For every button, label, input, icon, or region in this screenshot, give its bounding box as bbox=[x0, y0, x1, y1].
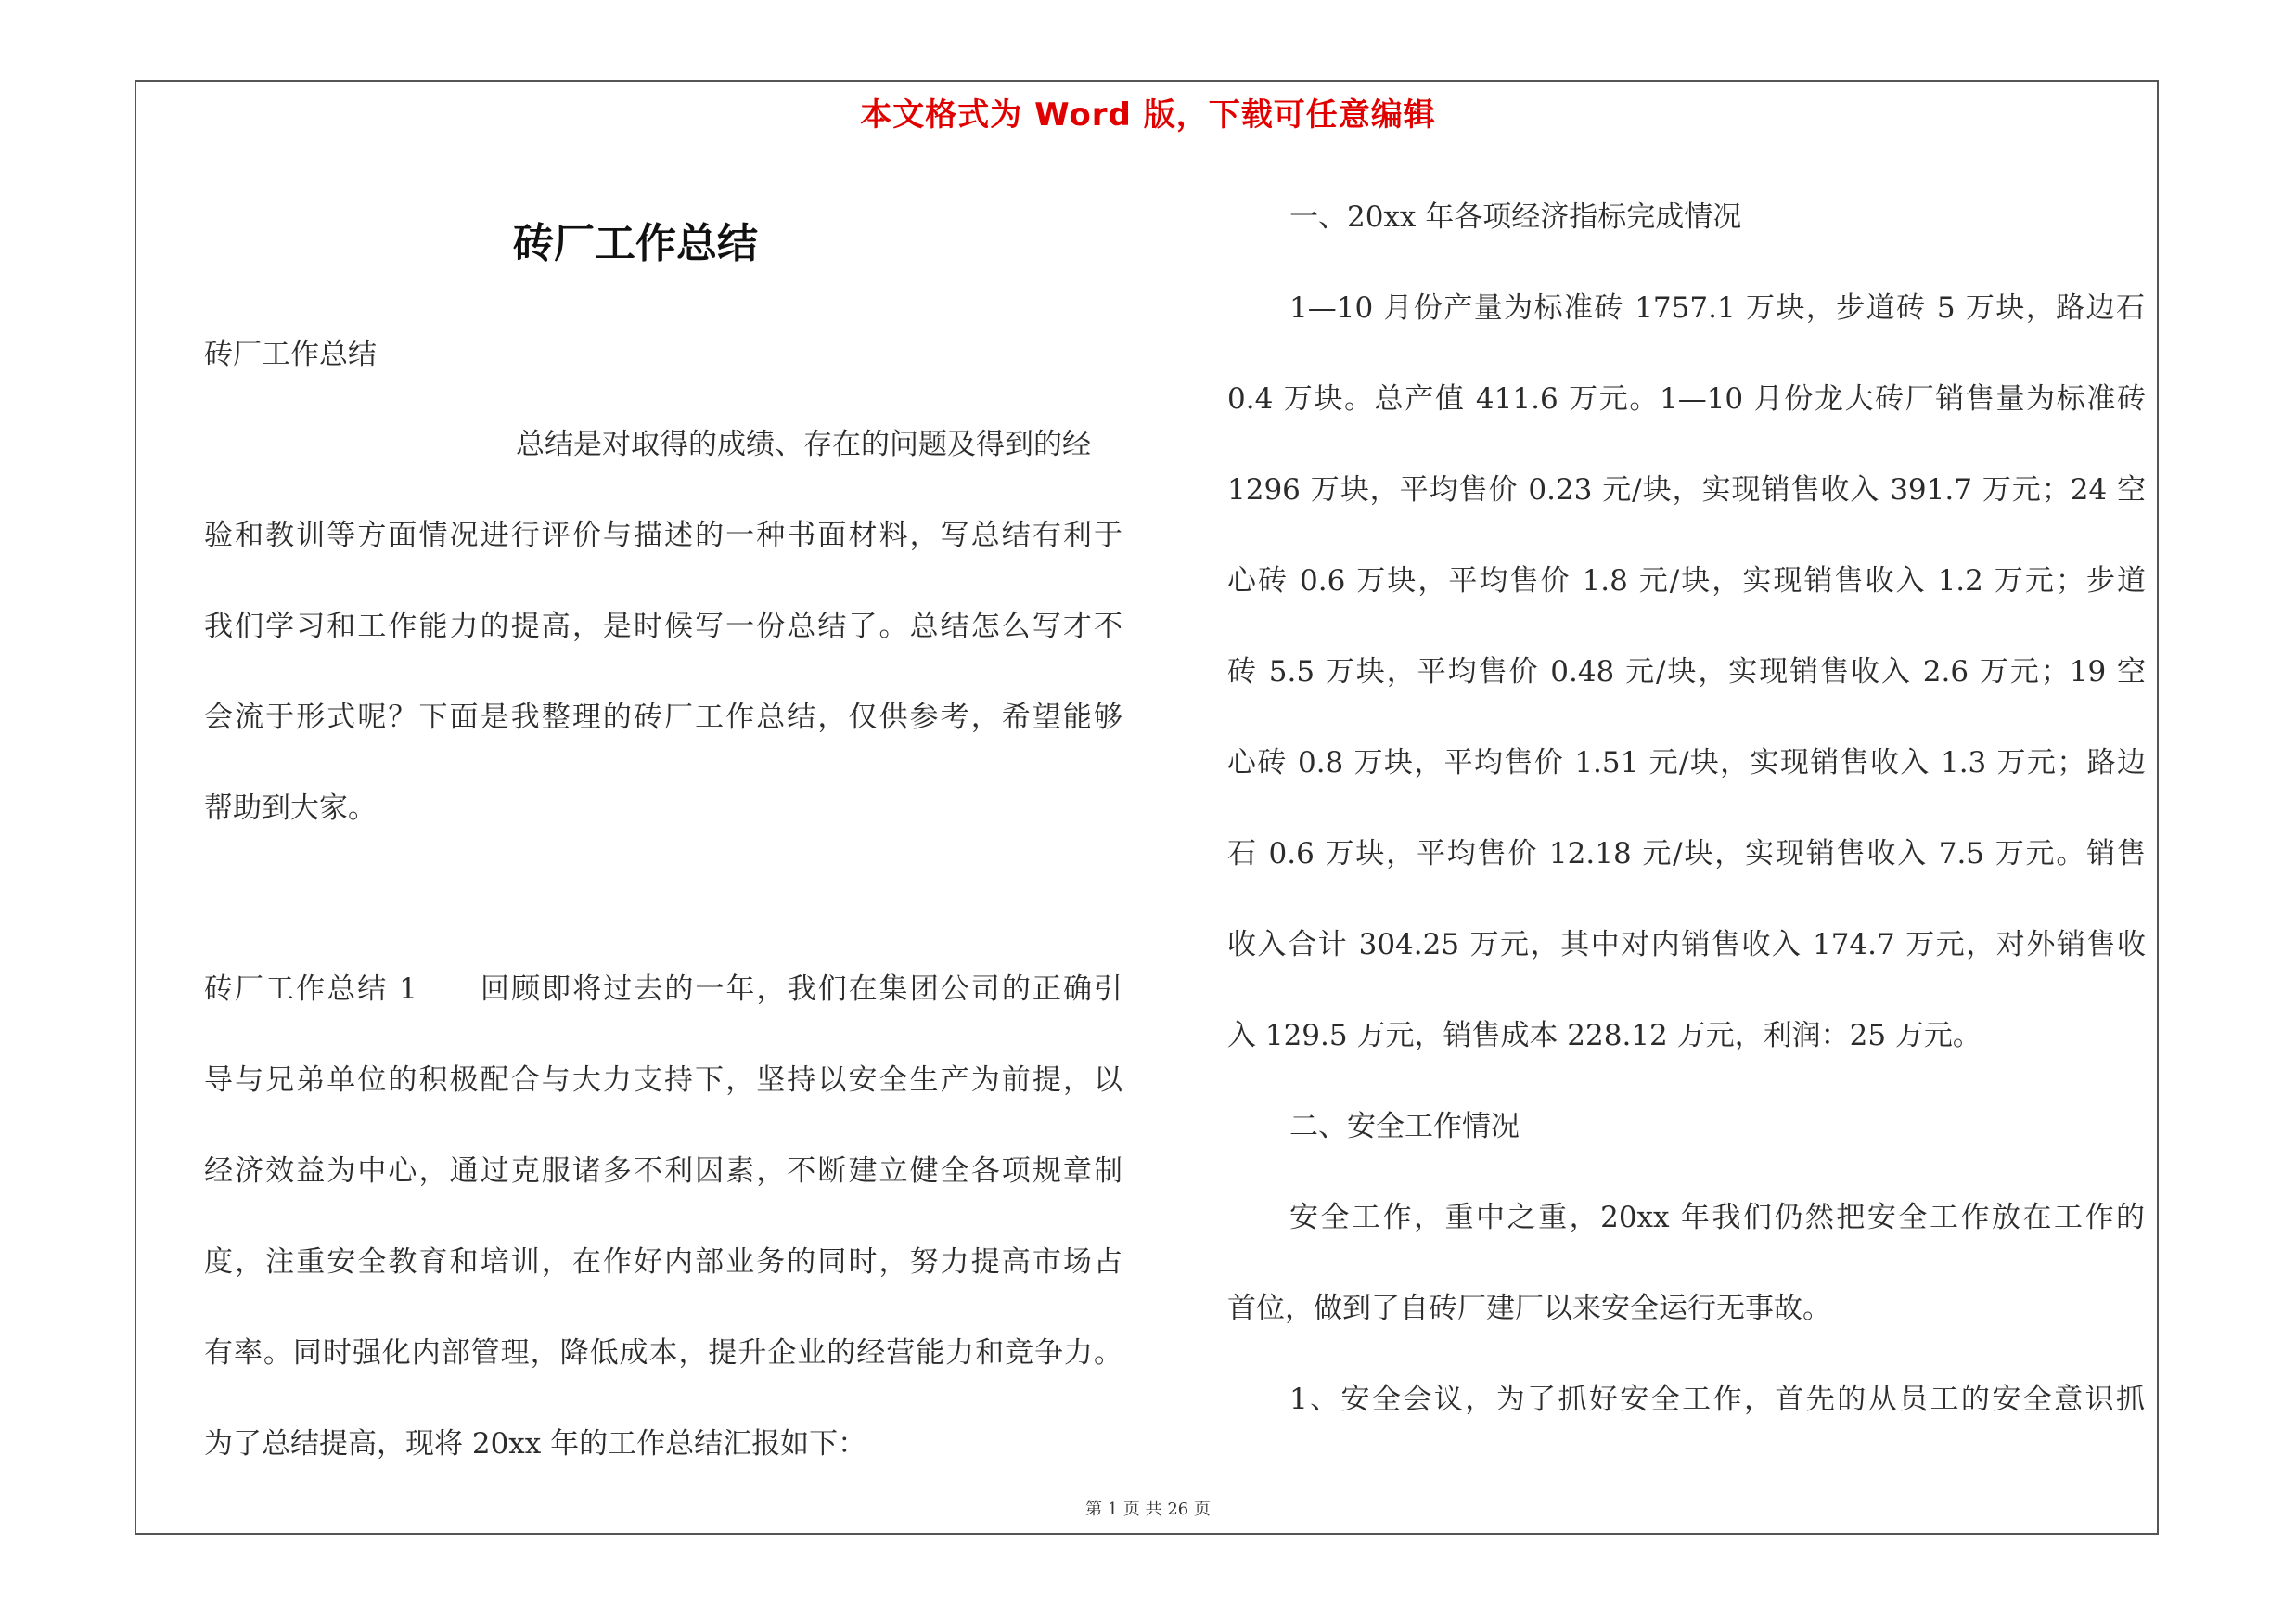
page-number-footer: 第 1 页 共 26 页 bbox=[1085, 1500, 1211, 1519]
text-line: 收入合计 304.25 万元，其中对内销售收入 174.7 万元，对外销售收 bbox=[1227, 928, 2146, 961]
text-line: 安全工作，重中之重，20xx 年我们仍然把安全工作放在工作的 bbox=[1289, 1201, 2145, 1234]
text-line: 心砖 0.8 万块，平均售价 1.51 元/块，实现销售收入 1.3 万元；路边 bbox=[1227, 746, 2146, 779]
text-line: 我们学习和工作能力的提高，是时候写一份总结了。总结怎么写才不 bbox=[204, 610, 1122, 643]
text-line: 经济效益为中心，通过克服诸多不利因素，不断建立健全各项规章制 bbox=[204, 1154, 1122, 1188]
text-line: 1296 万块，平均售价 0.23 元/块，实现销售收入 391.7 万元；24 空 bbox=[1227, 473, 2146, 507]
text-line: 1—10 月份产量为标准砖 1757.1 万块，步道砖 5 万块，路边石 bbox=[1289, 291, 2145, 325]
text-line: 验和教训等方面情况进行评价与描述的一种书面材料，写总结有利于 bbox=[204, 519, 1122, 552]
text-line: 为了总结提高，现将 20xx 年的工作总结汇报如下： bbox=[204, 1427, 867, 1461]
text-line: 总结是对取得的成绩、存在的问题及得到的经 bbox=[516, 428, 1091, 461]
section-heading: 一、20xx 年各项经济指标完成情况 bbox=[1289, 200, 1742, 234]
text-line: 砖厂工作总结 1 回顾即将过去的一年，我们在集团公司的正确引 bbox=[204, 973, 1122, 1006]
text-line: 帮助到大家。 bbox=[204, 792, 377, 825]
document-title: 砖厂工作总结 bbox=[513, 220, 758, 267]
word-format-banner: 本文格式为 Word 版，下载可任意编辑 bbox=[860, 97, 1436, 134]
text-line: 入 129.5 万元，销售成本 228.12 万元，利润：25 万元。 bbox=[1227, 1019, 1982, 1052]
text-line: 石 0.6 万块，平均售价 12.18 元/块，实现销售收入 7.5 万元。销售 bbox=[1227, 837, 2146, 870]
text-line: 砖 5.5 万块，平均售价 0.48 元/块，实现销售收入 2.6 万元；19 空 bbox=[1227, 655, 2146, 689]
text-line: 心砖 0.6 万块，平均售价 1.8 元/块，实现销售收入 1.2 万元；步道 bbox=[1227, 564, 2146, 598]
text-line: 导与兄弟单位的积极配合与大力支持下，坚持以安全生产为前提，以 bbox=[204, 1063, 1122, 1097]
section-heading: 二、安全工作情况 bbox=[1289, 1110, 1520, 1143]
text-line: 有率。同时强化内部管理，降低成本，提升企业的经营能力和竞争力。 bbox=[204, 1336, 1122, 1370]
text-line: 会流于形式呢？下面是我整理的砖厂工作总结，仅供参考，希望能够 bbox=[204, 701, 1122, 734]
text-line: 首位，做到了自砖厂建厂以来安全运行无事故。 bbox=[1227, 1292, 1831, 1325]
text-line: 0.4 万块。总产值 411.6 万元。1—10 月份龙大砖厂销售量为标准砖 bbox=[1227, 382, 2146, 416]
text-line: 1、安全会议，为了抓好安全工作，首先的从员工的安全意识抓 bbox=[1289, 1383, 2145, 1416]
text-line: 度，注重安全教育和培训，在作好内部业务的同时，努力提高市场占 bbox=[204, 1245, 1122, 1279]
subtitle-line: 砖厂工作总结 bbox=[204, 338, 377, 371]
